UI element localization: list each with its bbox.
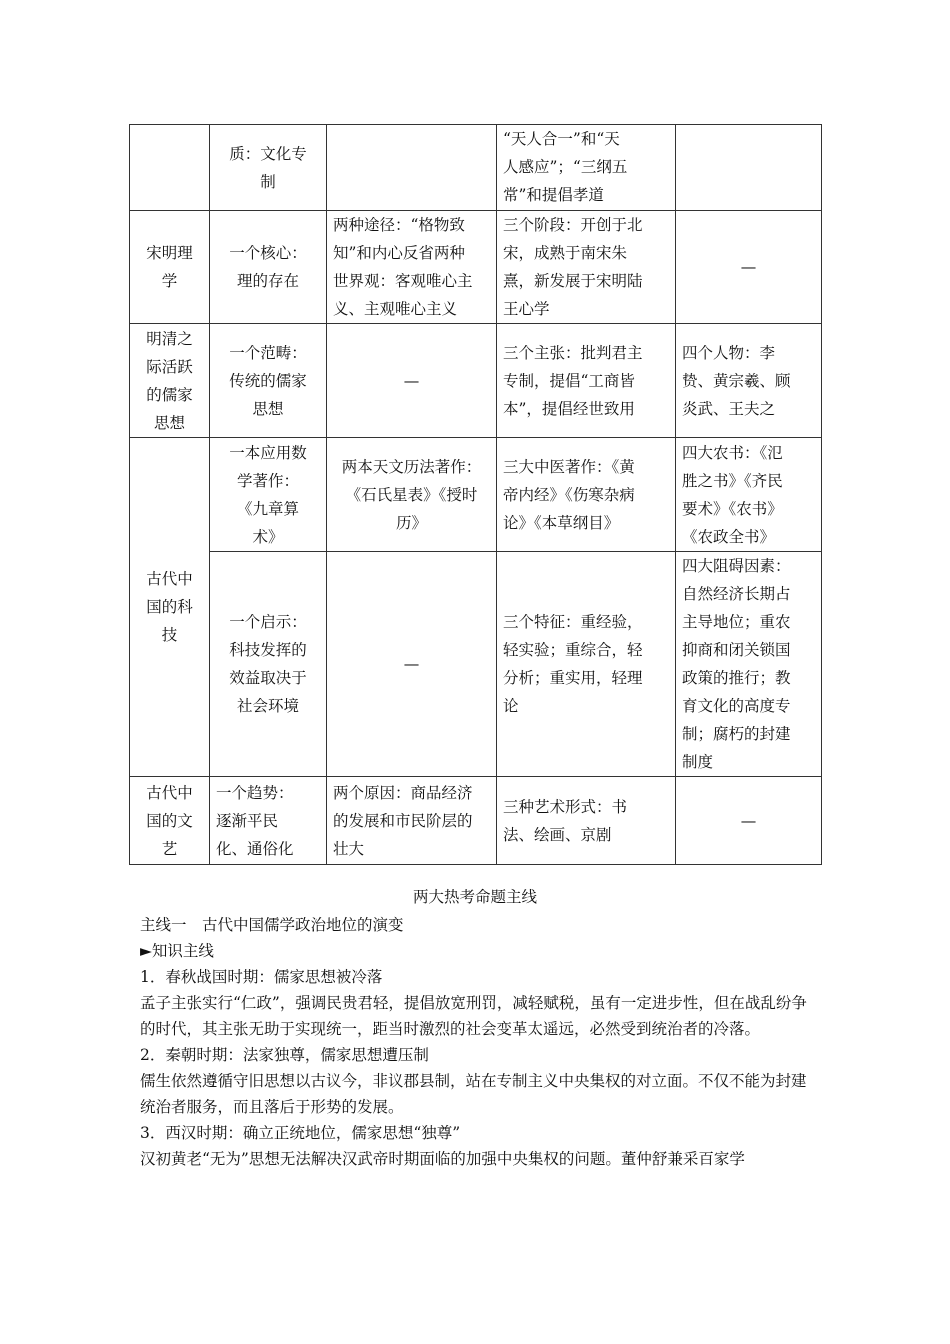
item-body: 孟子主张实行“仁政”，强调民贵君轻，提倡放宽刑罚，减轻赋税，虽有一定进步性，但在战乱纷争的时代，其主张无助于实现统一，距当时激烈的社会变革太遥远，必然受到统治者的冷落。: [140, 994, 807, 1038]
table-row: [130, 777, 822, 865]
table-cell: 两种途径：“格物致 知”和内心反省两种 世界观：客观唯心主 义、主观唯心主义: [327, 211, 497, 324]
table-cell: 古代中 国的科 技: [130, 438, 210, 777]
table-cell: 一个范畴： 传统的儒家 思想: [210, 324, 327, 438]
section-body: [140, 912, 820, 1172]
table-cell: 一个趋势： 逐渐平民 化、通俗化: [210, 777, 327, 865]
table-cell: [130, 125, 210, 211]
mainline-heading: 主线一 古代中国儒学政治地位的演变: [140, 916, 404, 934]
table-cell: —: [327, 552, 497, 777]
item-heading: 3．西汉时期：确立正统地位，儒家思想“独尊”: [140, 1124, 461, 1142]
table-cell: 两个原因：商品经济 的发展和市民阶层的 壮大: [327, 777, 497, 865]
table-cell: 四大农书：《氾 胜之书》《齐民 要术》《农书》 《农政全书》: [676, 438, 822, 552]
table-cell: 一本应用数 学著作： 《九章算 术》: [210, 438, 327, 552]
table-cell: 三种艺术形式：书 法、绘画、京剧: [497, 777, 676, 865]
summary-table: [129, 124, 822, 865]
table-cell: —: [676, 211, 822, 324]
table-cell: 宋明理 学: [130, 211, 210, 324]
table-cell: 三个特征：重经验， 轻实验；重综合，轻 分析；重实用，轻理 论: [497, 552, 676, 777]
table-cell: 明清之 际活跃 的儒家 思想: [130, 324, 210, 438]
table-cell: “天人合一”和“天 人感应”；“三纲五 常”和提倡孝道: [497, 125, 676, 211]
item-heading: 2．秦朝时期：法家独尊，儒家思想遭压制: [140, 1046, 429, 1064]
table-cell: 一个核心： 理的存在: [210, 211, 327, 324]
table-cell: 三个阶段：开创于北 宋，成熟于南宋朱 熹，新发展于宋明陆 王心学: [497, 211, 676, 324]
table-row: [130, 324, 822, 438]
table-cell: 三大中医著作：《黄 帝内经》《伤寒杂病 论》《本草纲目》: [497, 438, 676, 552]
table-cell: 质：文化专 制: [210, 125, 327, 211]
table-cell: [327, 125, 497, 211]
table-cell: —: [327, 324, 497, 438]
item-heading: 1．春秋战国时期：儒家思想被冷落: [140, 968, 383, 986]
table-cell: 一个启示： 科技发挥的 效益取决于 社会环境: [210, 552, 327, 777]
section-title: 两大热考命题主线: [412, 888, 537, 906]
knowledge-heading: ►知识主线: [140, 942, 214, 960]
table-cell: 四大阻碍因素： 自然经济长期占 主导地位；重农 抑商和闭关锁国 政策的推行；教 育文化的高度专 制；腐朽的封建 制度: [676, 552, 822, 777]
table-row: [130, 211, 822, 324]
table-row: [130, 552, 822, 777]
table-cell: 三个主张：批判君主 专制，提倡“工商皆 本”，提倡经世致用: [497, 324, 676, 438]
table-row: [130, 125, 822, 211]
item-body: 儒生依然遵循守旧思想以古议今，非议郡县制，站在专制主义中央集权的对立面。不仅不能为封建统治者服务，而且落后于形势的发展。: [140, 1072, 807, 1116]
table-row: [130, 438, 822, 552]
table-cell: —: [676, 777, 822, 865]
item-body: 汉初黄老“无为”思想无法解决汉武帝时期面临的加强中央集权的问题。董仲舒兼采百家学: [140, 1150, 745, 1168]
table-cell: 四个人物：李 贽、黄宗羲、顾 炎武、王夫之: [676, 324, 822, 438]
table-cell: [676, 125, 822, 211]
table-cell: 两本天文历法著作： 《石氏星表》《授时 历》: [327, 438, 497, 552]
table-cell: 古代中 国的文 艺: [130, 777, 210, 865]
